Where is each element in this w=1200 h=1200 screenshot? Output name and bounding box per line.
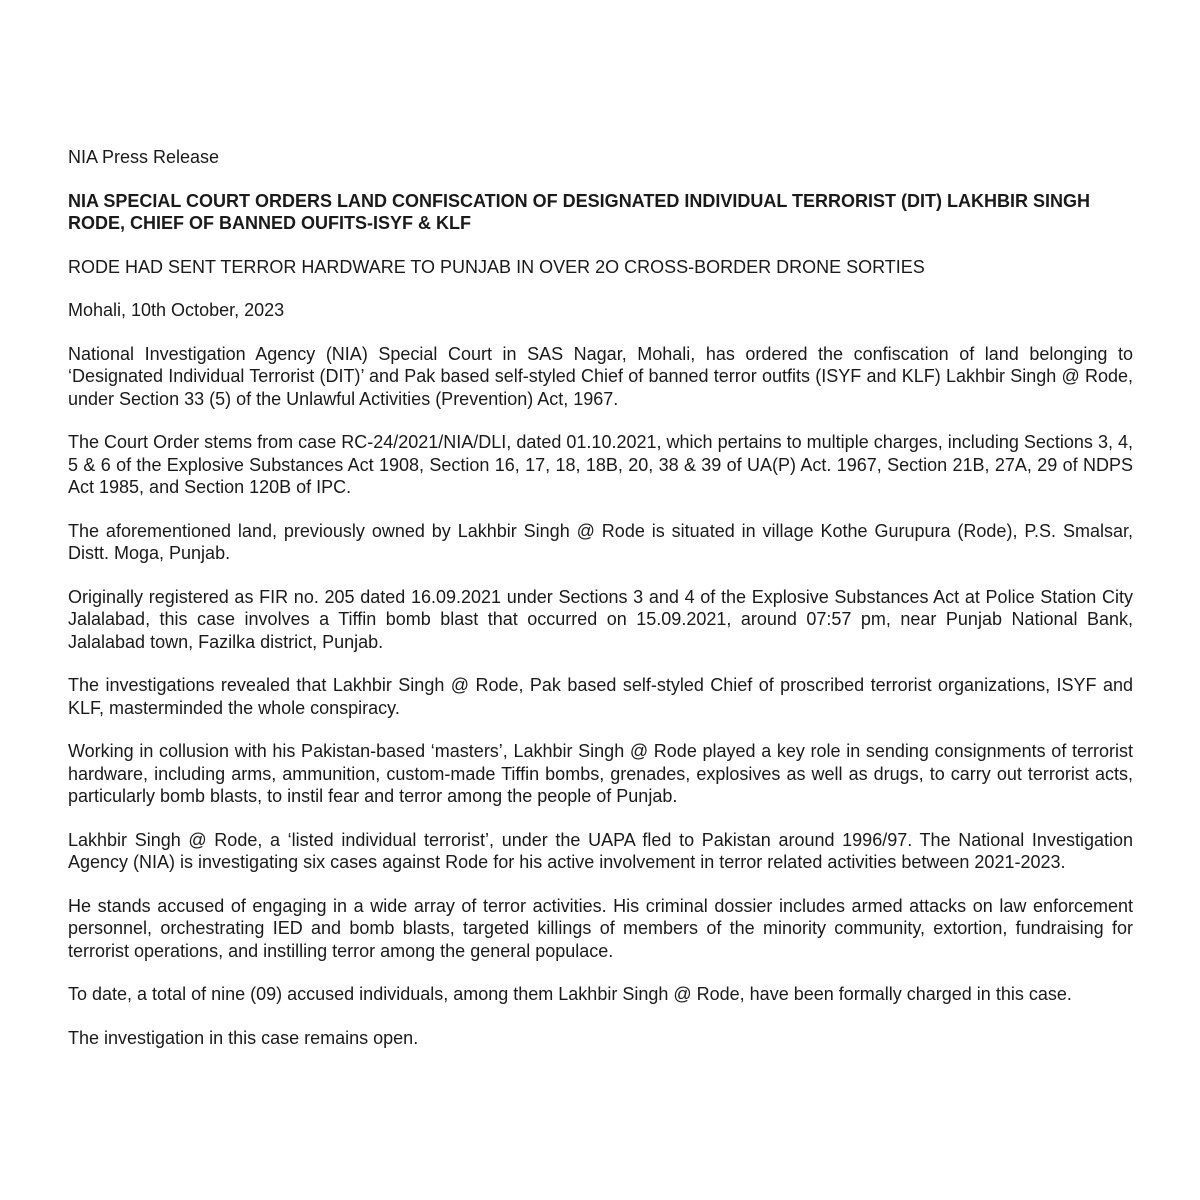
body-paragraph: Working in collusion with his Pakistan-based ‘masters’, Lakhbir Singh @ Rode played a key role in sending consignments of terrorist hardware, including arms, ammunition, custom-made Tiffin bombs, grenades, explosives as well as drugs, to carry out terrorist acts, particularly bomb blasts, to instil fear and terror among the people of Punjab. — [68, 741, 1133, 806]
document-subheading: RODE HAD SENT TERROR HARDWARE TO PUNJAB IN OVER 2O CROSS-BORDER DRONE SORTIES — [68, 256, 925, 277]
dateline: Mohali, 10th October, 2023 — [68, 300, 285, 320]
body-paragraph: The aforementioned land, previously owned by Lakhbir Singh @ Rode is situated in village Kothe Gurupura (Rode), P.S. Smalsar, Distt. Moga, Punjab. — [68, 520, 1133, 563]
body-paragraph: Originally registered as FIR no. 205 dated 16.09.2021 under Sections 3 and 4 of the Explosive Substances Act at Police Station City Jalalabad, this case involves a Tiffin bomb blast that occurred on 15.09.2021, around 07:57 pm, near Punjab National Bank, Jalalabad town, Fazilka district, Punjab. — [68, 586, 1133, 652]
body-paragraph: The investigations revealed that Lakhbir Singh @ Rode, Pak based self-styled Chief of proscribed terrorist organizations, ISYF and KLF, masterminded the whole conspiracy. — [68, 675, 1133, 718]
press-release-document — [68, 146, 1133, 1049]
body-paragraph: National Investigation Agency (NIA) Special Court in SAS Nagar, Mohali, has ordered the confiscation of land belonging to ‘Designated Individual Terrorist (DIT)’ and Pak based self-styled Chief of banned terror outfits (ISYF and KLF) Lakhbir Singh @ Rode, under Section 33 (5) of the Unlawful Activities (Prevention) Act, 1967. — [68, 343, 1133, 409]
document-title: NIA SPECIAL COURT ORDERS LAND CONFISCATION OF DESIGNATED INDIVIDUAL TERRORIST (DIT) LAKHBIR SINGH RODE, CHIEF OF BANNED OUFITS-ISYF & KLF — [68, 190, 1091, 233]
body-paragraph: The Court Order stems from case RC-24/2021/NIA/DLI, dated 01.10.2021, which pertains to multiple charges, including Sections 3, 4, 5 & 6 of the Explosive Substances Act 1908, Section 16, 17, 18, 18B, 20, 38 & 39 of UA(P) Act. 1967, Section 21B, 27A, 29 of NDPS Act 1985, and Section 120B of IPC. — [68, 432, 1133, 497]
document-label: NIA Press Release — [68, 147, 220, 167]
body-paragraph: He stands accused of engaging in a wide array of terror activities. His criminal dossier includes armed attacks on law enforcement personnel, orchestrating IED and bomb blasts, targeted killings of members of the minority community, extortion, fundraising for terrorist operations, and instilling terror among the general populace. — [68, 895, 1133, 961]
body-paragraph: Lakhbir Singh @ Rode, a ‘listed individual terrorist’, under the UAPA fled to Pakistan around 1996/97. The National Investigation Agency (NIA) is investigating six cases against Rode for his active involvement in terror related activities between 2021-2023. — [68, 829, 1133, 872]
closing-paragraph: The investigation in this case remains open. — [68, 1027, 419, 1048]
body-paragraph: To date, a total of nine (09) accused individuals, among them Lakhbir Singh @ Rode, have been formally charged in this case. — [68, 984, 1072, 1004]
